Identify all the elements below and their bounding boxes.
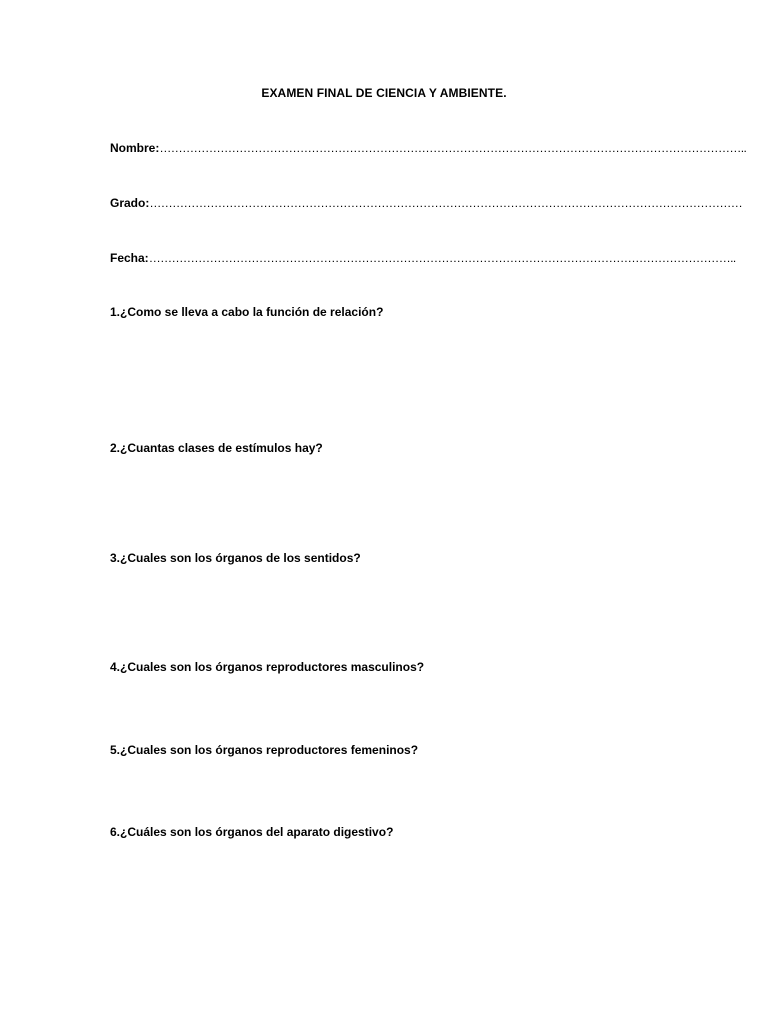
date-label: Fecha: [110,251,149,265]
grade-dotted-line: ………………………………………………………………………………………………………………………………………… [149,196,743,210]
exam-title: EXAMEN FINAL DE CIENCIA Y AMBIENTE. [261,86,507,100]
date-field [110,251,736,265]
name-label: Nombre: [110,141,160,155]
grade-label: Grado: [110,196,150,210]
name-dotted-line: ……………………………………………………………………………………………………………………………………….. [159,141,747,155]
date-dotted-line: ……………………………………………………………………………………………………………………………………….. [148,251,736,265]
grade-field [110,196,743,210]
question-3: 3.¿Cuales son los órganos de los sentidos? [110,551,361,565]
question-1: 1.¿Como se lleva a cabo la función de relación? [110,305,384,319]
name-field [110,141,747,155]
question-5: 5.¿Cuales son los órganos reproductores femeninos? [110,743,419,757]
question-2: 2.¿Cuantas clases de estímulos hay? [110,441,323,455]
question-6: 6.¿Cuáles son los órganos del aparato digestivo? [110,825,394,839]
question-4: 4.¿Cuales son los órganos reproductores masculinos? [110,660,425,674]
